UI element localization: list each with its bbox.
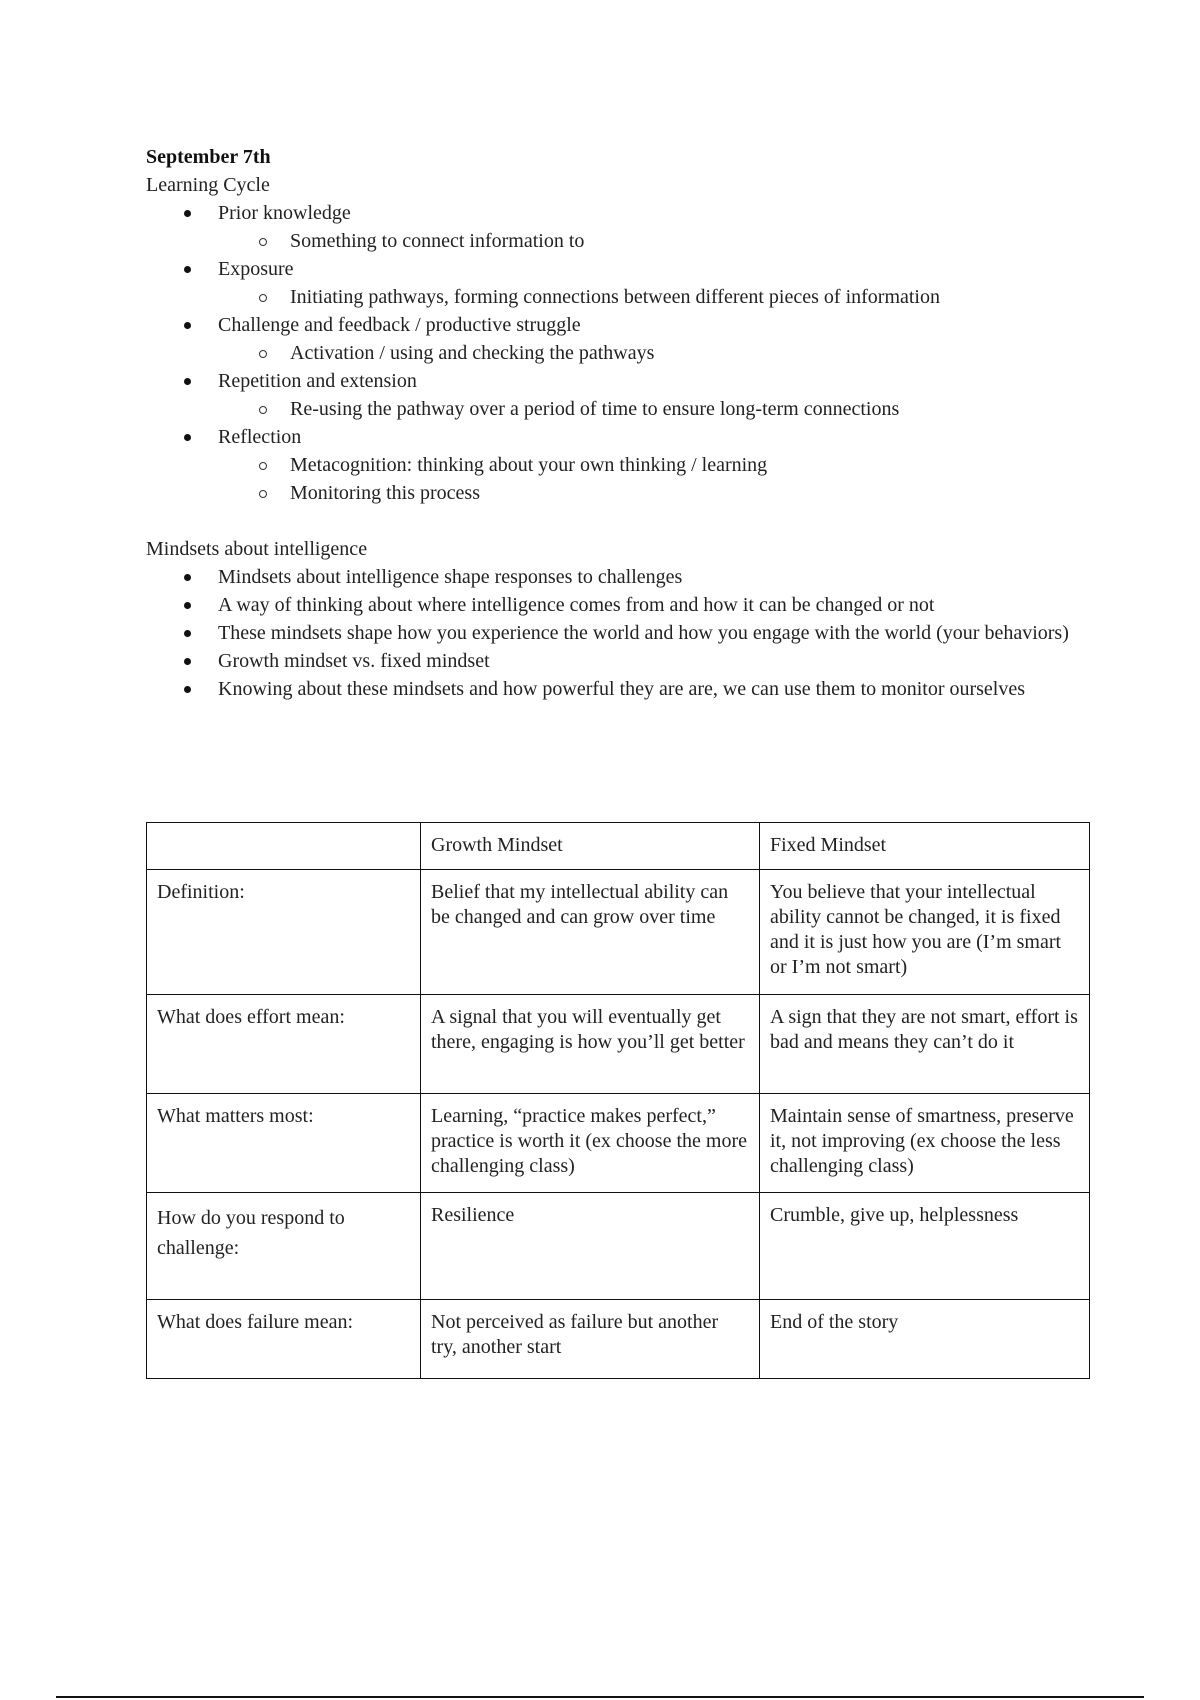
table-cell: Definition: xyxy=(147,870,421,995)
table-header-cell xyxy=(147,823,421,870)
table-row xyxy=(147,870,1090,995)
learning-cycle-list xyxy=(146,199,1096,507)
sub-list-item: Metacognition: thinking about your own thinking / learning xyxy=(290,451,1096,479)
list-item: A way of thinking about where intelligence comes from and how it can be changed or not xyxy=(218,591,1096,619)
learning-cycle-title: Learning Cycle xyxy=(146,174,270,196)
table-row xyxy=(147,995,1090,1094)
sub-list-item: Re-using the pathway over a period of time to ensure long-term connections xyxy=(290,395,1096,423)
table-cell: A sign that they are not smart, effort is bad and means they can’t do it xyxy=(760,995,1090,1094)
sub-list-item: Monitoring this process xyxy=(290,479,1096,507)
table-cell: What matters most: xyxy=(147,1094,421,1193)
table-header-cell: Fixed Mindset xyxy=(760,823,1090,870)
list-item: Knowing about these mindsets and how powerful they are are, we can use them to monitor ourselves xyxy=(218,675,1096,703)
table-cell: Not perceived as failure but another try, another start xyxy=(421,1300,760,1379)
table-cell: What does effort mean: xyxy=(147,995,421,1094)
table-cell-text: How do you respond to challenge: xyxy=(157,1207,345,1259)
page-bottom-divider xyxy=(56,1696,1144,1698)
document-body xyxy=(146,143,1096,703)
table-cell: Crumble, give up, helplessness xyxy=(760,1193,1090,1300)
table-cell: Learning, “practice makes perfect,” practice is worth it (ex choose the more challenging class) xyxy=(421,1094,760,1193)
sub-list-item: Activation / using and checking the pathways xyxy=(290,339,1096,367)
table-row xyxy=(147,1300,1090,1379)
mindsets-title: Mindsets about intelligence xyxy=(146,538,368,560)
sub-list-item: Something to connect information to xyxy=(290,227,1096,255)
table-cell: A signal that you will eventually get there, engaging is how you’ll get better xyxy=(421,995,760,1094)
sub-list-item: Initiating pathways, forming connections between different pieces of information xyxy=(290,283,1096,311)
list-item: Prior knowledge xyxy=(218,199,1096,227)
table-cell xyxy=(147,1193,421,1300)
list-item: Growth mindset vs. fixed mindset xyxy=(218,647,1096,675)
list-item: Challenge and feedback / productive struggle xyxy=(218,311,1096,339)
table-cell: Maintain sense of smartness, preserve it, not improving (ex choose the less challenging class) xyxy=(760,1094,1090,1193)
table-cell: What does failure mean: xyxy=(147,1300,421,1379)
list-item: Mindsets about intelligence shape responses to challenges xyxy=(218,563,1096,591)
mindsets-list xyxy=(146,563,1096,703)
page-date-heading: September 7th xyxy=(146,146,271,168)
list-item: Exposure xyxy=(218,255,1096,283)
list-item: Reflection xyxy=(218,423,1096,451)
list-item: These mindsets shape how you experience the world and how you engage with the world (your behaviors) xyxy=(218,619,1096,647)
table-cell: End of the story xyxy=(760,1300,1090,1379)
table-row xyxy=(147,1193,1090,1300)
table-header-row xyxy=(147,823,1090,870)
list-item: Repetition and extension xyxy=(218,367,1096,395)
table-cell: Resilience xyxy=(421,1193,760,1300)
table-header-cell: Growth Mindset xyxy=(421,823,760,870)
table-row xyxy=(147,1094,1090,1193)
table-cell: Belief that my intellectual ability can be changed and can grow over time xyxy=(421,870,760,995)
table-cell: You believe that your intellectual ability cannot be changed, it is fixed and it is just how you are (I’m smart or I’m not smart) xyxy=(760,870,1090,995)
mindset-comparison-table xyxy=(146,822,1090,1379)
